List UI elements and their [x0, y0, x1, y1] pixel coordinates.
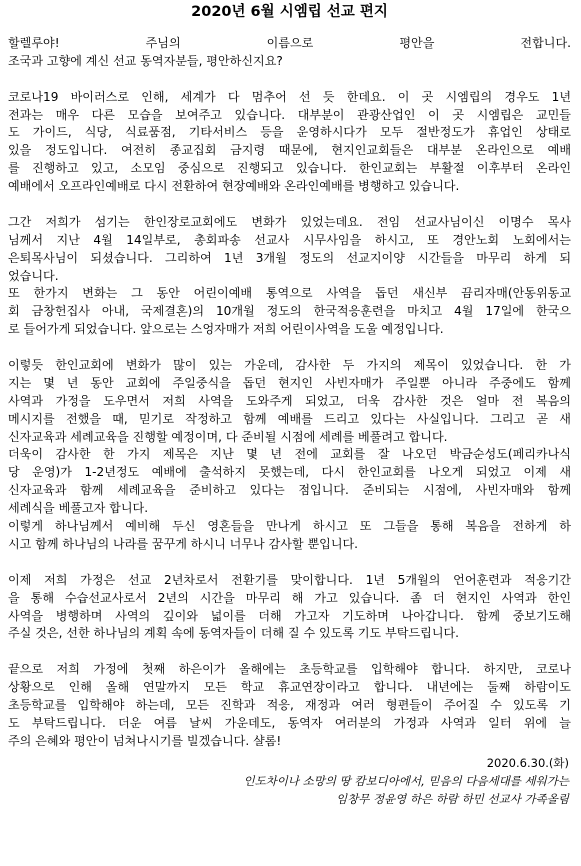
text-line: 사역을 병행하며 사역의 깊이와 넓이를 더해 가고자 기도하며 나아갑니다. 함께 중보기도해: [8, 608, 571, 623]
text-line: 사역과 가정을 도우면서 저희 사역을 도와주게 되었고, 더욱 감사한 것은 얼마 전 복음의: [8, 393, 571, 408]
text-line: 세례식을 베풀고자 합니다.: [8, 501, 149, 516]
signature-line-1: 인도차이나 소망의 땅 캄보디아에서, 믿음의 다음세대를 세워가는: [243, 773, 569, 788]
paragraph-gap: [8, 196, 571, 214]
text-line: 할렐루야! 주님의 이름으로 평안을 전합니다.: [8, 36, 571, 50]
text-line: 코로나19 바이러스로 인해, 세계가 다 멈추어 선 듯 한데요. 이 곳 시엠립의 경우도 1년: [8, 89, 571, 104]
paragraph: [8, 572, 571, 644]
paragraph-gap: [8, 643, 571, 661]
text-line: 주실 것은, 선한 하나님의 계획 속에 동역자들이 더해 질 수 있도록 기도 부탁드립니다.: [8, 626, 460, 641]
paragraph: [8, 357, 571, 446]
paragraph: [8, 35, 571, 71]
text-line: 메시지를 전했을 때, 믿기로 작정하고 함께 예배를 드리고 있다는 사실입니다. 그리고 곧 새: [8, 411, 571, 426]
text-line: 주의 은혜와 평안이 넘쳐나시기를 빌겠습니다. 샬롬!: [8, 733, 282, 748]
text-line: 시고 함께 하나님의 나라를 꿈꾸게 하시니 너무나 감사할 뿐입니다.: [8, 536, 359, 551]
text-line: 신자교육과 함께 세례교육을 준비하고 있다는 점입니다. 준비되는 시점에, 사빈자매와 함께: [8, 483, 571, 498]
signature-line-2: 임창무 정윤영 하은 하람 하민 선교사 가족올림: [335, 791, 569, 806]
text-line: 상황으로 인해 올해 연말까지 모든 학교 휴교연장이라고 합니다. 내년에는 둘째 하람이도: [8, 680, 571, 695]
text-line: 도 가이드, 식당, 식료품점, 기타서비스 등을 운영하시다가 모두 절반정도가 휴업인 상태로: [8, 125, 571, 140]
text-line: 지는 몇 년 동안 교회에 주일중식을 돕던 현지인 사빈자매가 주일뿐 아니라 주중에도 함께: [8, 375, 571, 390]
text-line: 초등학교를 입학해야 하는데, 모든 진학과 적응, 재정과 여러 형편들이 주어질 수 있도록 기: [8, 697, 571, 712]
text-line: 을 통해 수습선교사로서 2년의 시간을 마무리 해 가고 있습니다. 좀 더 현지인 사역과 한인: [8, 590, 571, 605]
paragraph-gap: [8, 554, 571, 572]
paragraph: [8, 89, 571, 196]
paragraph: [8, 661, 571, 750]
text-line: 회 금창헌집사 아내, 국제결혼)의 10개월 정도의 한국적응훈련을 마치고 4월 17일에 한국으: [8, 304, 571, 319]
text-line: 이렇듯 한인교회에 변화가 많이 있는 가운데, 감사한 두 가지의 제목이 있었습니다. 한 가: [8, 358, 571, 373]
paragraph-gap: [8, 339, 571, 357]
text-line: 신자교육과 세례교육을 진행할 예정이며, 다 준비될 시점에 세례를 베풀려고 합니다.: [8, 429, 448, 444]
text-line: 로 들어가게 되었습니다. 앞으로는 스엉자매가 저희 어린이사역을 도울 예정입니다.: [8, 322, 444, 337]
paragraph: [8, 518, 571, 554]
text-line: 예배에서 오프라인예배로 다시 전환하여 현장예배와 온라인예배를 병행하고 있습니다.: [8, 179, 460, 194]
text-line: 더욱이 감사한 한 가지 제목은 지난 몇 년 전에 교회를 잘 나오던 박금순성도(페리카나식: [8, 447, 571, 462]
text-line: 당 운영)가 1-2년정도 예배에 출석하지 못했는데, 다시 한인교회를 나오게 되었고 이제 새: [8, 465, 571, 480]
letter-body: [8, 35, 571, 751]
paragraph: [8, 446, 571, 518]
letter-title: 2020년 6월 시엠립 선교 편지: [191, 4, 388, 20]
letter-date: 2020.6.30.(화): [486, 755, 569, 770]
text-line: 도 부탁드립니다. 더운 여름 날씨 가운데도, 동역자 여러분의 가정과 사역과 일터 위에 늘: [8, 715, 571, 730]
paragraph-gap: [8, 71, 571, 89]
paragraph: [8, 285, 571, 339]
text-line: 이렇게 하나님께서 예비해 두신 영혼들을 만나게 하시고 또 그들을 통해 복음을 전하게 하: [8, 519, 571, 534]
text-line: 님께서 지난 4월 14일부로, 총회파송 선교사 시무사임을 하시고, 또 경안노회 노회에서는: [8, 232, 571, 247]
text-line: 를 진행하고 있고, 소모임 중심으로 진행되고 있습니다. 한인교회는 부활절 이후부터 온라인: [8, 161, 571, 176]
text-line: 또 한가지 변화는 그 동안 어린이예배 통역으로 사역을 돕던 새신부 끔리자매(안동위동교: [8, 286, 571, 301]
text-line: 그간 저희가 섬기는 한인장로교회에도 변화가 있었는데요. 전임 선교사님이신 이명수 목사: [8, 214, 571, 229]
text-line: 이제 저희 가정은 선교 2년차로서 전환기를 맞이합니다. 1년 5개월의 언어훈련과 적응기간: [8, 572, 571, 587]
paragraph: [8, 214, 571, 286]
text-line: 었습니다.: [8, 268, 59, 283]
text-line: 있을 정도입니다. 여전히 종교집회 금지령 때문에, 현지인교회들은 대부분 온라인으로 예배: [8, 143, 571, 158]
text-line: 조국과 고향에 계신 선교 동역자분들, 평안하신지요?: [8, 53, 283, 68]
text-line: 은퇴목사님이 되셨습니다. 그리하여 1년 3개월 정도의 선교지이양 시간들을 마무리 하게 되: [8, 250, 571, 265]
letter-signature: [8, 772, 571, 808]
text-line: 전과는 매우 다른 모습을 보여주고 있습니다. 대부분이 관광산업인 이 곳 시엠립은 교민들: [8, 107, 571, 122]
text-line: 끝으로 저희 가정에 첫째 하은이가 올해에는 초등학교를 입학해야 합니다. 하지만, 코로나: [8, 662, 571, 677]
